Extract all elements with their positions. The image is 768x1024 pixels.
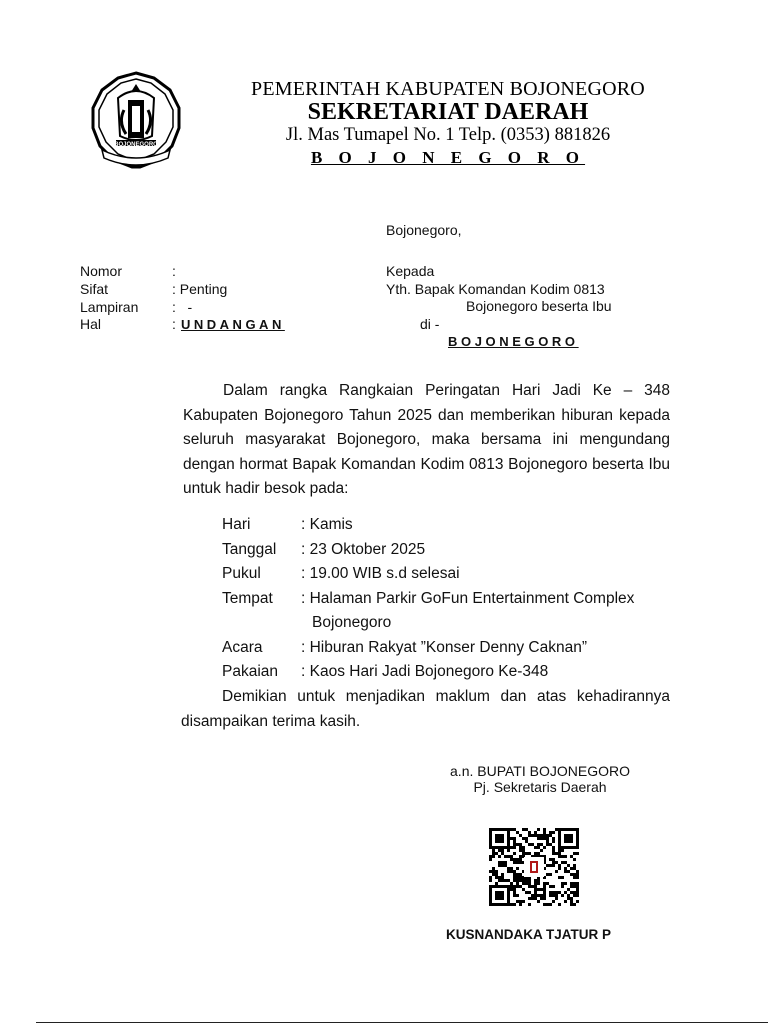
recipient-yth: Yth. Bapak Komandan Kodim 0813 xyxy=(386,281,605,297)
meta-nomor-label: Nomor xyxy=(80,263,123,279)
detail-hari-label: Hari xyxy=(222,516,251,533)
meta-sifat-label: Sifat xyxy=(80,281,109,297)
recipient-city: BOJONEGORO xyxy=(448,334,579,349)
signature-name: KUSNANDAKA TJATUR P xyxy=(446,927,611,942)
signature-an: a.n. BUPATI BOJONEGORO xyxy=(450,763,630,779)
detail-pakaian-label: Pakaian xyxy=(222,663,279,680)
body-paragraph: Dalam rangka Rangkaian Peringatan Hari Jadi Ke – 348 Kabupaten Bojonegoro Tahun 2025 dan memberikan hiburan kepada seluruh masyarakat Bojonegoro, maka bersama ini mengundang dengan hormat Bapak Komandan Kodim 0813 Bojonegoro beserta Ibu untuk hadir besok pada: xyxy=(183,382,670,498)
letterhead-address: Jl. Mas Tumapel No. 1 Telp. (0353) 881826 xyxy=(285,125,611,145)
letterhead-government: PEMERINTAH KABUPATEN BOJONEGORO xyxy=(251,78,645,100)
detail-acara-value: : Hiburan Rakyat ”Konser Denny Caknan” xyxy=(301,639,588,656)
recipient-di: di - xyxy=(420,316,440,332)
recipient-line2: Bojonegoro beserta Ibu xyxy=(466,298,612,314)
detail-tempat-value-2: Bojonegoro xyxy=(312,614,392,631)
meta-hal-colon: : xyxy=(172,316,176,332)
meta-sifat-value: : Penting xyxy=(172,281,228,297)
letterhead-city-text: B O J O N E G O R O xyxy=(310,148,586,167)
footer-divider xyxy=(36,1022,768,1023)
detail-tempat-value: : Halaman Parkir GoFun Entertainment Complex xyxy=(301,590,635,607)
place-date: Bojonegoro, xyxy=(386,222,462,238)
detail-pukul-value: : 19.00 WIB s.d selesai xyxy=(301,565,460,582)
detail-tanggal-value: : 23 Oktober 2025 xyxy=(301,541,426,558)
meta-hal-value: UNDANGAN xyxy=(181,317,285,332)
detail-pakaian-value: : Kaos Hari Jadi Bojonegoro Ke-348 xyxy=(301,663,549,680)
detail-hari-value: : Kamis xyxy=(301,516,353,533)
signature-title: Pj. Sekretaris Daerah xyxy=(473,779,607,795)
detail-tempat-label: Tempat xyxy=(222,590,273,607)
meta-lampiran-value: : - xyxy=(172,299,193,315)
closing-paragraph: Demikian untuk menjadikan maklum dan atas kehadirannya disampaikan terima kasih. xyxy=(181,688,670,730)
meta-nomor-value: : xyxy=(172,263,176,279)
detail-tanggal-label: Tanggal xyxy=(222,541,277,558)
svg-text:BOJONEGORO: BOJONEGORO xyxy=(114,142,158,148)
detail-pukul-label: Pukul xyxy=(222,565,261,582)
recipient-kepada: Kepada xyxy=(386,263,435,279)
letterhead-office: SEKRETARIAT DAERAH xyxy=(307,99,589,125)
detail-acara-label: Acara xyxy=(222,639,263,656)
letterhead-city xyxy=(160,148,736,168)
meta-hal-label: Hal xyxy=(80,316,102,332)
qr-code-icon xyxy=(489,828,579,906)
meta-lampiran-label: Lampiran xyxy=(80,299,139,315)
